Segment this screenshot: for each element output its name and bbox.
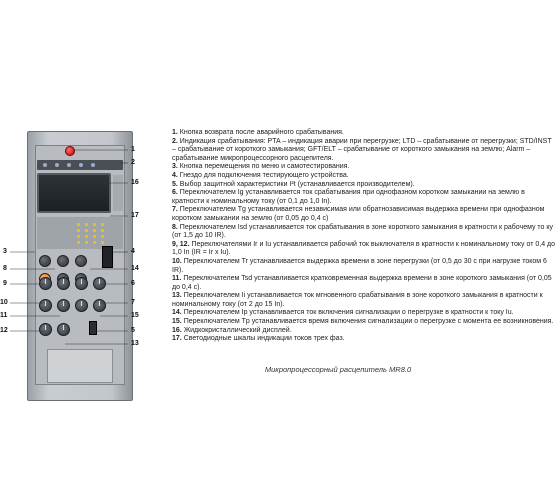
iu-knob — [39, 323, 52, 336]
lcd-display-graphic — [37, 173, 111, 213]
callout-number: 12 — [0, 327, 8, 334]
trip-unit-illustration — [27, 131, 133, 401]
menu-key — [75, 255, 87, 267]
legend-list — [172, 129, 556, 344]
menu-key — [57, 255, 69, 267]
callout-number: 15 — [131, 312, 139, 319]
legend-item: 17. Светодиодные шкалы индикации токов трех фаз. — [172, 335, 345, 343]
callout-number: 3 — [3, 248, 7, 255]
reset-button-graphic — [65, 146, 75, 156]
callout-number: 8 — [3, 265, 7, 272]
legend-item: 9, 12. Переключателями Ir и Iu устанавливается рабочий ток выключателя в кратности к номинальному току от 0,4 до 1,0 In (IR = Ir x Iu). — [172, 240, 556, 257]
legend-item: 15. Переключателем Tp устанавливается время включения сигнализации о перегрузке с момента ее возникновения. — [172, 318, 554, 326]
callout-number: 13 — [131, 340, 139, 347]
ii-knob — [57, 323, 70, 336]
callout-number: 2 — [131, 159, 135, 166]
lcd-side-panel — [113, 175, 123, 211]
callout-number: 11 — [0, 312, 8, 319]
ir-knob — [39, 277, 52, 290]
menu-key — [39, 255, 51, 267]
legend-item: 13. Переключателем Ii устанавливается ток мгновенного срабатывания в зоне короткого замыкания в кратности к номинальному току (от 2 до 15 In). — [172, 292, 543, 308]
ip-knob — [75, 299, 88, 312]
bottom-plate — [47, 349, 113, 383]
callout-number: 14 — [131, 265, 139, 272]
phase-led-bars — [37, 217, 123, 249]
callout-number: 5 — [131, 327, 135, 334]
tsd-knob — [57, 299, 70, 312]
legend-item: 1. Кнопка возврата после аварийного срабатывания. — [172, 129, 344, 136]
legend-item: 11. Переключателем Tsd устанавливается кратковременная выдержка времени в зоне короткого замыкания (от 0,05 до 0,4 с). — [172, 275, 552, 291]
legend-item: 8. Переключателем Isd устанавливается ток срабатывания в зоне короткого замыкания в кратности к рабочему то ку (от 1,5 до 10 IR). — [172, 223, 554, 240]
legend-item: 4. Гнездо для подключения тестирующего устройства. — [172, 171, 349, 179]
callout-number: 6 — [131, 280, 135, 287]
callout-number: 9 — [3, 280, 7, 287]
figure-caption: Микропроцессорный расцепитель MR8.0 — [264, 365, 412, 374]
legend-item: 10. Переключателем Tr устанавливается выдержка времени в зоне перегрузки (от 0,5 до 30 с при нагрузке током 6 IR). — [172, 257, 547, 274]
callout-number: 16 — [131, 179, 139, 186]
test-socket-graphic — [102, 246, 113, 268]
legend-item: 14. Переключателем Ip устанавливается ток включения сигнализации о перегрузке в кратности к току Iu. — [172, 309, 514, 317]
tp-knob — [93, 299, 106, 312]
legend-item: 2. Индикация срабатывания: PTA – индикация аварии при перегрузке; LTD – срабатывание от перегрузки; STD/INST – срабатывание от короткого замыкания; GFT/ELT – срабатывание от короткого замыкания на землю; Alarm – срабатывание микропроцессорного расцепителя. — [172, 137, 552, 162]
ig-knob — [75, 277, 88, 290]
isd-knob — [57, 277, 70, 290]
legend-item: 16. Жидкокристаллический дисплей. — [172, 326, 292, 334]
legend-item: 3. Кнопка перемещения по меню и самотестирования. — [172, 163, 350, 171]
callout-number: 4 — [131, 248, 135, 255]
legend-item: 5. Выбор защитной характеристики I²t (устанавливается производителем). — [172, 180, 415, 188]
callout-number: 10 — [0, 299, 8, 306]
i2t-switch-graphic — [89, 321, 97, 335]
callout-number: 1 — [131, 146, 135, 153]
tg-knob — [93, 277, 106, 290]
callout-number: 17 — [131, 212, 139, 219]
legend-item: 7. Переключателем Tg устанавливается независимая или обратнозависимая выдержка времени при однофазном коротком замыкании на землю (от 0,05 до 0,4 с) — [172, 206, 545, 222]
legend-item: 6. Переключателем Ig устанавливается ток срабатывания при однофазном коротком замыкании на землю в кратности к номинальному току (от 0,1 до 1,0 In). — [172, 189, 525, 205]
callout-number: 7 — [131, 299, 135, 306]
trip-indicator-leds — [37, 160, 123, 170]
tr-knob — [39, 299, 52, 312]
